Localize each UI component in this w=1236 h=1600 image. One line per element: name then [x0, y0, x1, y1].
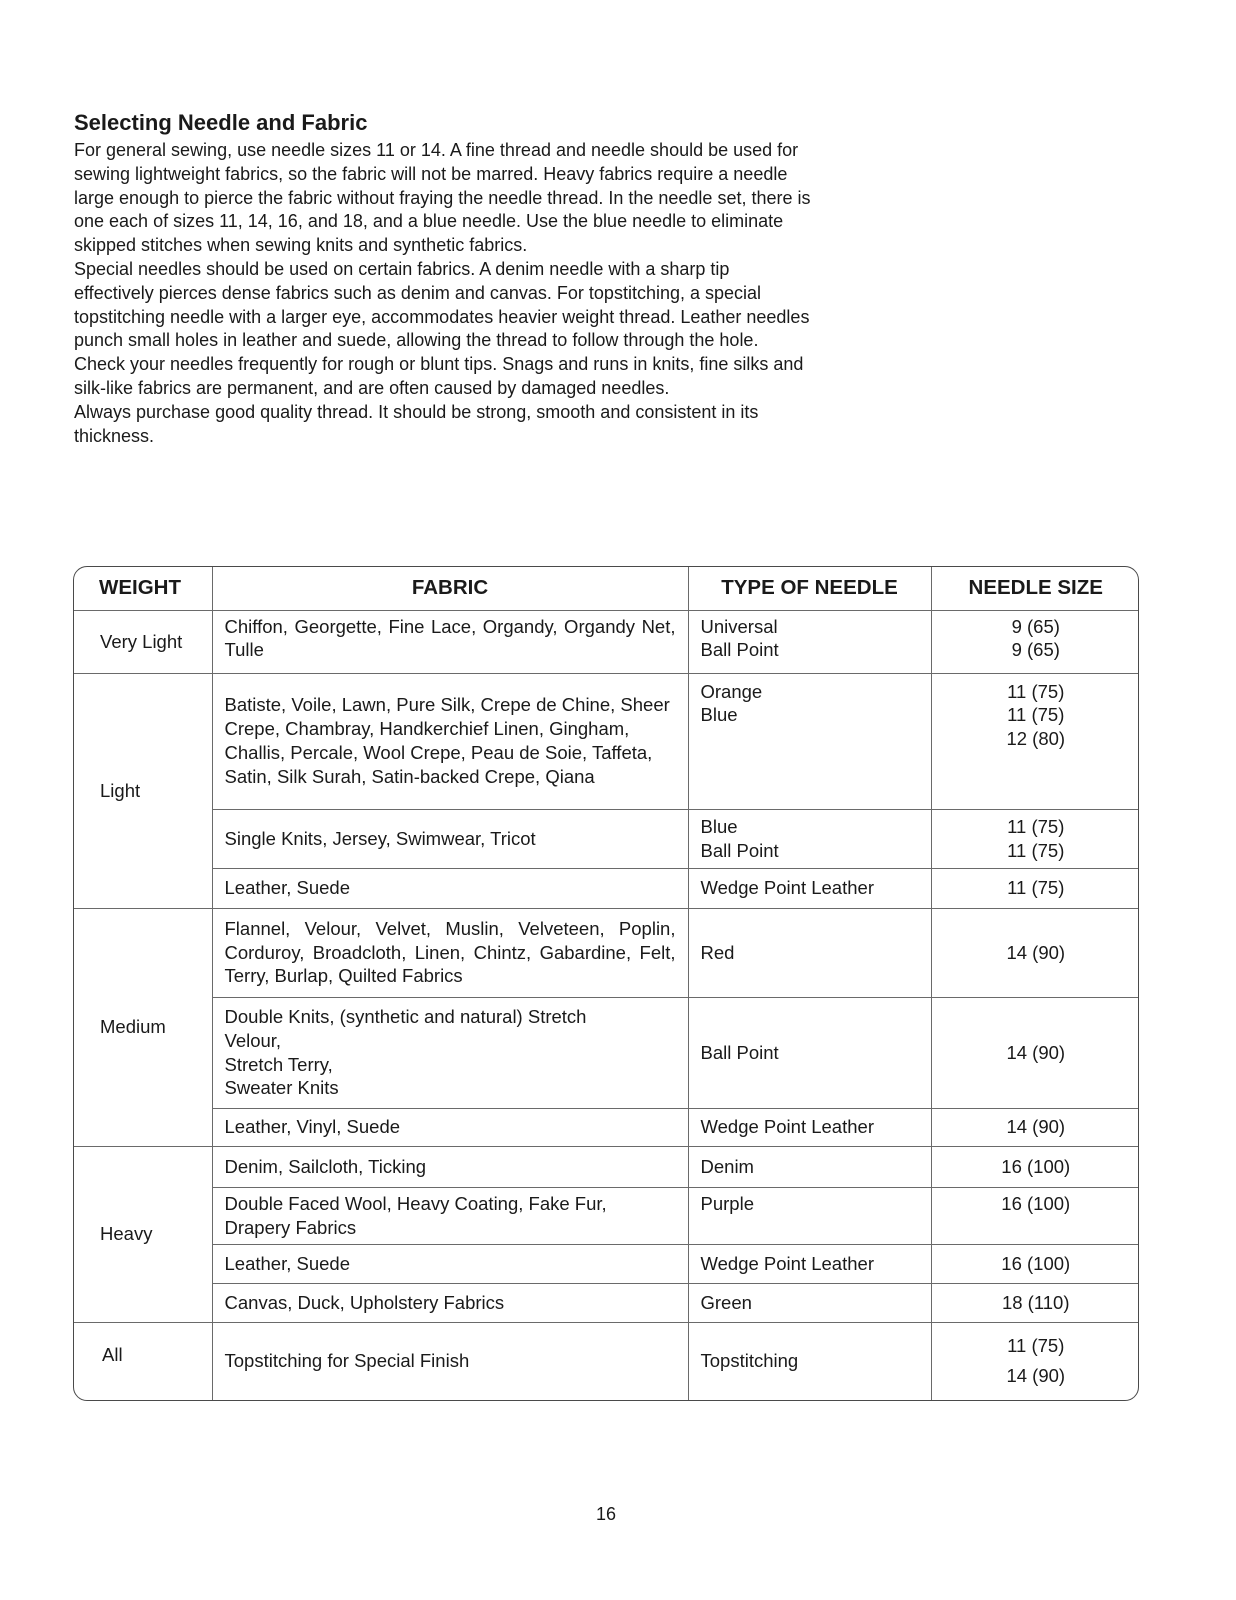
needle-type-cell: Wedge Point Leather	[688, 1244, 931, 1283]
table-row	[74, 673, 1139, 809]
needle-type: Blue	[700, 815, 738, 837]
table-row	[74, 868, 1139, 908]
needle-type-cell	[688, 673, 931, 809]
needle-type-cell: Denim	[688, 1146, 931, 1187]
paragraph-thread-quality: Always purchase good quality thread. It should be strong, smooth and consistent in its thickness.	[74, 401, 759, 446]
table-row	[74, 1322, 1139, 1400]
needle-type-cell: Wedge Point Leather	[688, 868, 931, 908]
needle-size: 12 (80)	[1006, 728, 1066, 750]
needle-size-cell	[931, 809, 1139, 868]
table-row	[74, 1244, 1139, 1283]
needle-size: 11 (75)	[1007, 704, 1065, 726]
needle-type: Universal	[700, 615, 778, 637]
needle-size-cell: 11 (75)	[931, 868, 1139, 908]
table-row	[74, 1108, 1139, 1146]
paragraph-special-needles: Special needles should be used on certain fabrics. A denim needle with a sharp tip effectively pierces dense fabrics such as denim and canvas. For topstitching, a special topstitching needle with a larger eye, accommodates heavier weight thread. Leather needles punch small holes in leather and suede, allowing the thread to follow through the hole.	[74, 258, 810, 351]
fabric-cell: Batiste, Voile, Lawn, Pure Silk, Crepe de Chine, Sheer Crepe, Chambray, Handkerchief Linen, Gingham, Challis, Percale, Wool Crepe, Peau de Soie, Taffeta, Satin, Silk Surah, Satin-backed Crepe, Qiana	[212, 673, 688, 809]
fabric-cell: Chiffon, Georgette, Fine Lace, Organdy, Organdy Net, Tulle	[212, 610, 688, 673]
paragraph-general-sewing: For general sewing, use needle sizes 11 or 14. A fine thread and needle should be used for sewing lightweight fabrics, so the fabric will not be marred. Heavy fabrics require a needle large enough to pierce the fabric without fraying the needle thread. In the needle set, there is one each of sizes 11, 14, 16, and 18, and a blue needle. Use the blue needle to eliminate skipped stitches when sewing knits and synthetic fabrics.	[74, 140, 811, 256]
table-row	[74, 610, 1139, 673]
needle-size-cell: 18 (110)	[931, 1283, 1139, 1322]
weight-cell: Very Light	[74, 610, 212, 673]
weight-cell: Medium	[74, 908, 212, 1146]
fabric-cell: Leather, Suede	[212, 1244, 688, 1283]
needle-size: 11 (75)	[1007, 839, 1065, 861]
header-needle-size: NEEDLE SIZE	[931, 567, 1139, 610]
fabric-cell: Denim, Sailcloth, Ticking	[212, 1146, 688, 1187]
table-row	[74, 1146, 1139, 1187]
needle-type-cell: Purple	[688, 1187, 931, 1244]
fabric-cell: Leather, Vinyl, Suede	[212, 1108, 688, 1146]
weight-cell: All	[74, 1322, 212, 1400]
section-heading: Selecting Needle and Fabric	[74, 110, 368, 135]
intro-text	[74, 139, 814, 448]
needle-size: 9 (65)	[1011, 639, 1060, 661]
needle-size: 11 (75)	[1007, 680, 1065, 702]
fabric-cell: Flannel, Velour, Velvet, Muslin, Velveteen, Poplin, Corduroy, Broadcloth, Linen, Chintz, Gabardine, Felt, Terry, Burlap, Quilted Fabrics	[212, 908, 688, 997]
needle-size-cell	[931, 610, 1139, 673]
needle-size: 14 (90)	[1006, 1365, 1066, 1387]
table-row	[74, 809, 1139, 868]
needle-type-cell: Topstitching	[688, 1322, 931, 1400]
fabric-cell: Topstitching for Special Finish	[212, 1322, 688, 1400]
fabric-cell: Single Knits, Jersey, Swimwear, Tricot	[212, 809, 688, 868]
needle-size: 11 (75)	[1007, 1335, 1065, 1357]
needle-type-cell	[688, 809, 931, 868]
paragraph-check-needles: Check your needles frequently for rough or blunt tips. Snags and runs in knits, fine silks and silk-like fabrics are permanent, and are often caused by damaged needles.	[74, 354, 804, 398]
header-needle-type: TYPE OF NEEDLE	[688, 567, 931, 610]
weight-cell: Light	[74, 673, 212, 908]
table-row	[74, 908, 1139, 997]
needle-size-cell	[931, 673, 1139, 809]
needle-fabric-grid	[74, 567, 1139, 1400]
needle-size-cell: 14 (90)	[931, 1108, 1139, 1146]
header-weight: WEIGHT	[74, 567, 212, 610]
needle-type-cell: Wedge Point Leather	[688, 1108, 931, 1146]
needle-size-cell: 16 (100)	[931, 1244, 1139, 1283]
fabric-cell	[212, 997, 688, 1108]
fabric-line: Stretch Terry,	[224, 1053, 333, 1075]
needle-type-cell: Green	[688, 1283, 931, 1322]
fabric-line: Double Knits, (synthetic and natural) Stretch	[224, 1005, 587, 1027]
needle-size-cell: 14 (90)	[931, 997, 1139, 1108]
needle-size-cell	[931, 1322, 1139, 1400]
needle-type-cell: Red	[688, 908, 931, 997]
table-row	[74, 997, 1139, 1108]
needle-type-cell: Ball Point	[688, 997, 931, 1108]
needle-type: Orange	[700, 680, 763, 702]
fabric-line: Velour,	[224, 1029, 282, 1051]
table-row	[74, 1187, 1139, 1244]
fabric-cell: Canvas, Duck, Upholstery Fabrics	[212, 1283, 688, 1322]
needle-type: Ball Point	[700, 839, 779, 861]
needle-size-cell: 14 (90)	[931, 908, 1139, 997]
needle-type: Blue	[700, 704, 738, 726]
needle-type-cell	[688, 610, 931, 673]
header-fabric: FABRIC	[212, 567, 688, 610]
needle-type: Ball Point	[700, 639, 779, 661]
table-row	[74, 1283, 1139, 1322]
table-header-row	[74, 567, 1139, 610]
needle-size: 11 (75)	[1007, 815, 1065, 837]
needle-fabric-table	[73, 566, 1139, 1401]
fabric-line: Sweater Knits	[224, 1077, 339, 1099]
needle-size-cell: 16 (100)	[931, 1187, 1139, 1244]
fabric-cell: Double Faced Wool, Heavy Coating, Fake Fur, Drapery Fabrics	[212, 1187, 688, 1244]
needle-size-cell: 16 (100)	[931, 1146, 1139, 1187]
needle-size: 9 (65)	[1011, 615, 1060, 637]
page-number: 16	[595, 1504, 617, 1524]
fabric-cell: Leather, Suede	[212, 868, 688, 908]
weight-cell: Heavy	[74, 1146, 212, 1322]
